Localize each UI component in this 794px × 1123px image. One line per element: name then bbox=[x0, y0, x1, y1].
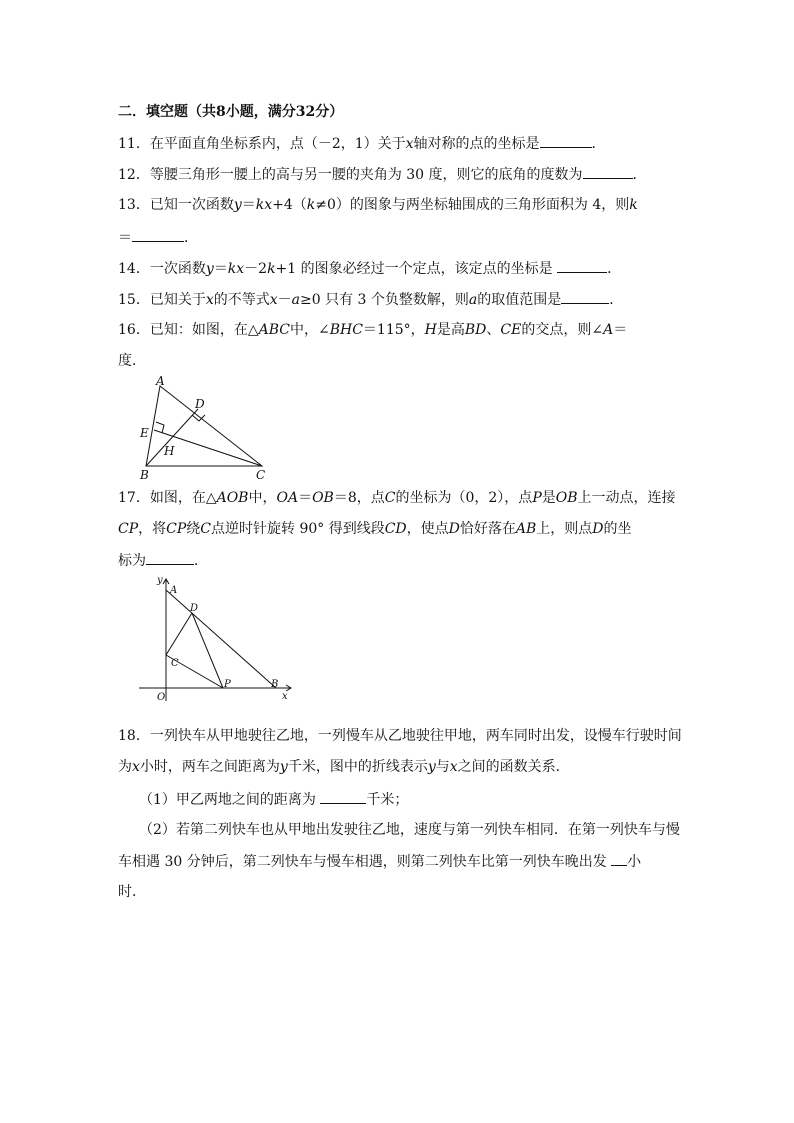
answer-blank[interactable] bbox=[320, 790, 366, 804]
triangle-figure-16 bbox=[136, 375, 276, 485]
coordinate-figure-17 bbox=[135, 575, 300, 705]
label-a: A bbox=[170, 585, 178, 596]
answer-blank[interactable] bbox=[583, 165, 633, 179]
question-17-line2: CP，将CP绕C点逆时针旋转 90° 得到线段CD，使点D恰好落在AB上，则点D的坐 bbox=[118, 521, 632, 537]
label-p: P bbox=[224, 679, 231, 690]
question-16-line2: 度． bbox=[118, 353, 146, 369]
question-18-part2: （2）若第二列快车也从甲地出发驶往乙地，速度与第一列快车相同．在第一列快车与慢 bbox=[139, 822, 680, 838]
question-18-part2-line3: 时． bbox=[118, 884, 146, 900]
segment-dp bbox=[192, 613, 223, 688]
question-13-line2: ＝ ． bbox=[118, 230, 198, 246]
question-14: 14．一次函数y＝kx－2k+1 的图象必经过一个定点，该定点的坐标是 ． bbox=[118, 261, 622, 277]
question-12: 12．等腰三角形一腰上的高与另一腰的夹角为 30 度，则它的底角的度数为 ． bbox=[118, 167, 647, 183]
label-o: O bbox=[157, 692, 166, 703]
label-c: C bbox=[256, 468, 266, 482]
label-e: E bbox=[140, 426, 149, 440]
answer-blank[interactable] bbox=[611, 852, 627, 866]
segment-cd bbox=[166, 613, 192, 655]
question-15: 15．已知关于x的不等式x－a≥0 只有 3 个负整数解，则a的取值范围是 ． bbox=[118, 292, 624, 308]
question-17: 17．如图，在△AOB中，OA＝OB＝8，点C的坐标为（0，2），点P是OB上一动点，连接 bbox=[118, 490, 676, 506]
label-b: B bbox=[271, 679, 279, 690]
section-title: 二．填空题（共8小题，满分32分） bbox=[118, 104, 344, 120]
question-18-part1: （1）甲乙两地之间的距离为 千米； bbox=[139, 792, 409, 808]
question-16: 16．已知：如图，在△ABC中，∠BHC＝115°，H是高BD、CE的交点，则∠A＝ bbox=[118, 322, 628, 338]
question-13: 13．已知一次函数y＝kx+4（k≠0）的图象与两坐标轴围成的三角形面积为 4，则k bbox=[118, 197, 638, 213]
question-18-part2-line2: 车相遇 30 分钟后，第二列快车与慢车相遇，则第二列快车比第一列快车晚出发 小 bbox=[118, 854, 642, 870]
answer-blank[interactable] bbox=[146, 551, 194, 565]
question-17-line3: 标为 ． bbox=[118, 553, 208, 569]
label-a: A bbox=[156, 374, 165, 388]
question-18: 18．一列快车从甲地驶往乙地，一列慢车从乙地驶往甲地，两车同时出发，设慢车行驶时间 bbox=[118, 728, 682, 744]
answer-blank[interactable] bbox=[557, 259, 607, 273]
label-d: D bbox=[195, 397, 205, 411]
label-d: D bbox=[190, 603, 199, 614]
segment-ab bbox=[166, 590, 279, 690]
answer-blank[interactable] bbox=[540, 134, 592, 148]
answer-blank[interactable] bbox=[132, 228, 184, 242]
label-y: y bbox=[157, 575, 163, 586]
answer-blank[interactable] bbox=[561, 290, 609, 304]
label-c: C bbox=[171, 658, 179, 669]
label-x: x bbox=[282, 691, 288, 702]
question-18-line2: 为x小时，两车之间距离为y千米，图中的折线表示y与x之间的函数关系． bbox=[118, 759, 570, 775]
question-11: 11．在平面直角坐标系内，点（－2，1）关于x轴对称的点的坐标是 ． bbox=[118, 136, 606, 152]
label-h: H bbox=[164, 444, 175, 458]
label-b: B bbox=[140, 468, 149, 482]
